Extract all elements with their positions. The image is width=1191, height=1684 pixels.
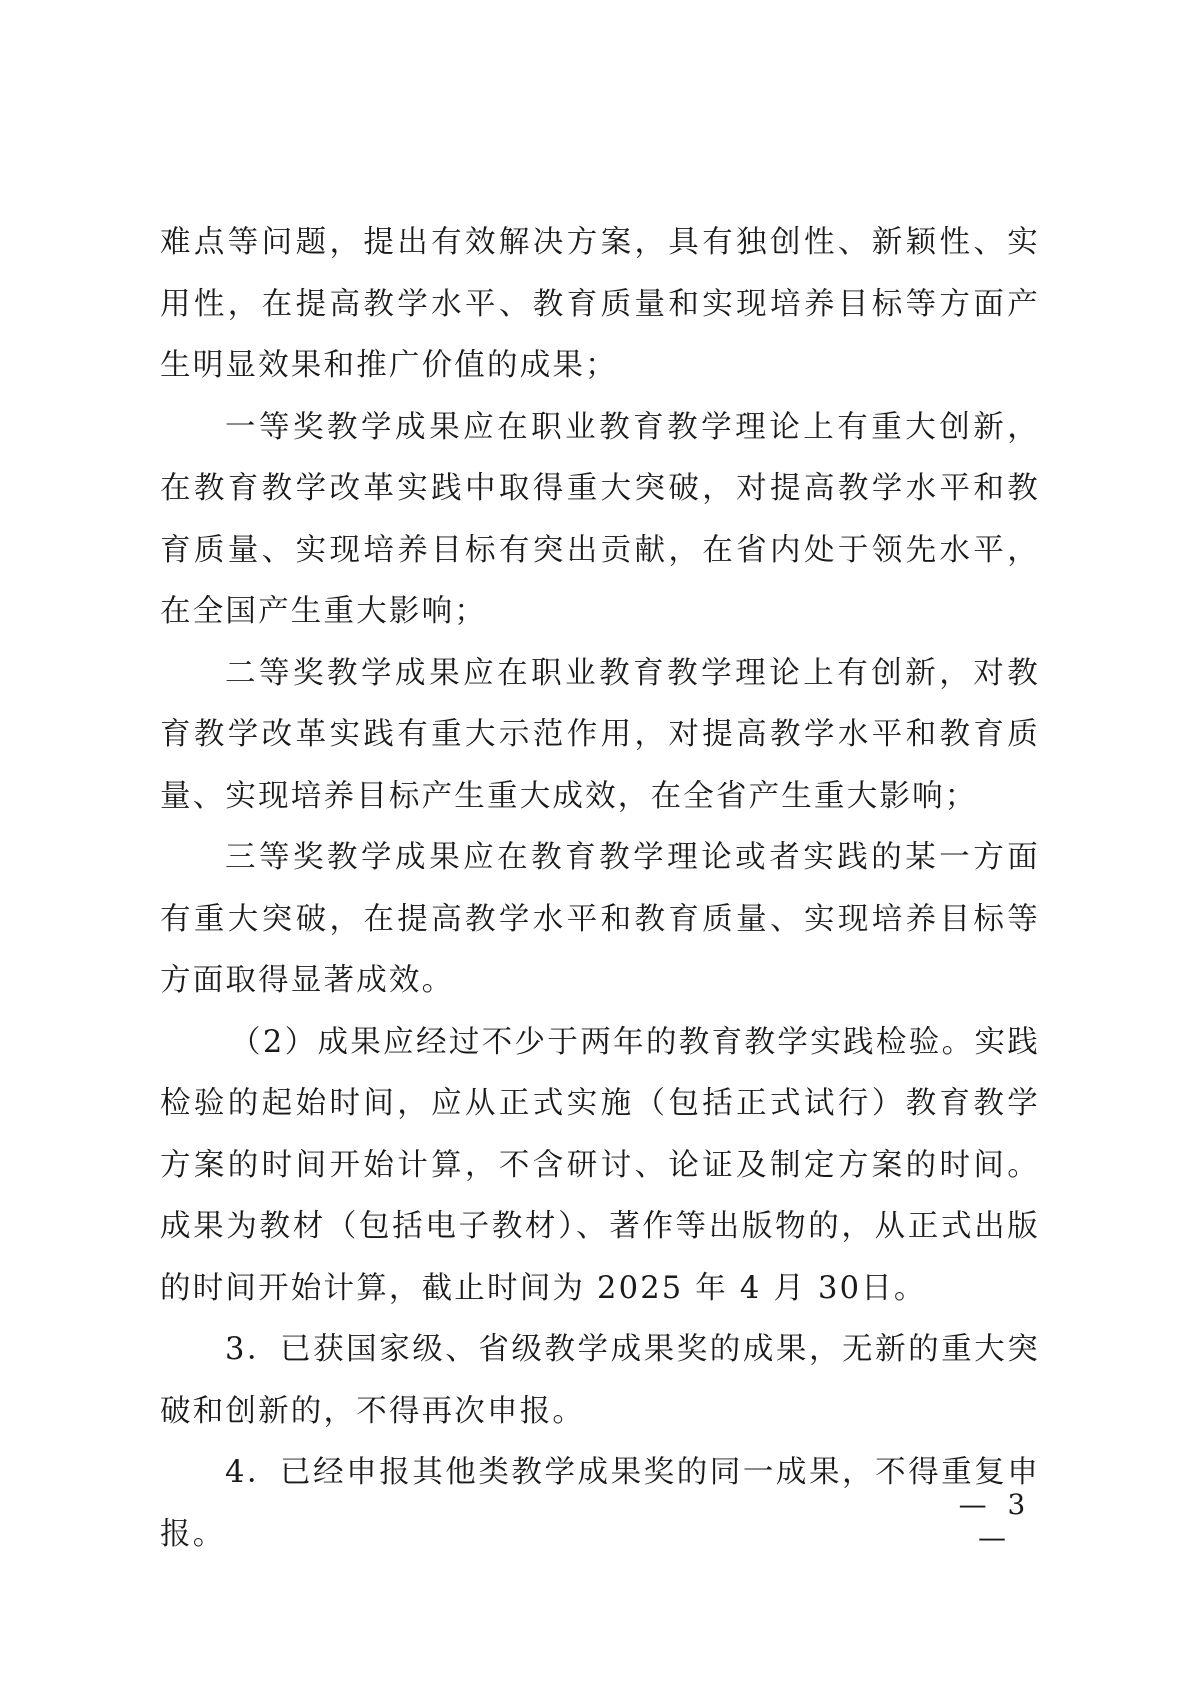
page-number: — 3 —	[958, 1488, 1032, 1554]
paragraph-second-prize: 二等奖教学成果应在职业教育教学理论上有创新，对教育教学改革实践有重大示范作用，对提高教学水平和教育质量、实现培养目标产生重大成效，在全省产生重大影响；	[160, 655, 1040, 814]
paragraph-item-2: （2）成果应经过不少于两年的教育教学实践检验。实践检验的起始时间，应从正式实施（包括正式试行）教育教学方案的时间开始计算，不含研讨、论证及制定方案的时间。成果为教材（包括电子教材）、著作等出版物的，从正式出版的时间开始计算，截止时间为 2025 年 4 月 30日。	[160, 1024, 1040, 1306]
document-body	[160, 212, 1040, 1565]
paragraph-item-4: 4．已经申报其他类教学成果奖的同一成果，不得重复申报。	[160, 1455, 1040, 1552]
paragraph-item-3: 3．已获国家级、省级教学成果奖的成果，无新的重大突破和创新的，不得再次申报。	[160, 1332, 1040, 1429]
paragraph-third-prize: 三等奖教学成果应在教育教学理论或者实践的某一方面有重大突破，在提高教学水平和教育质量、实现培养目标等方面取得显著成效。	[160, 840, 1040, 998]
paragraph-first-prize: 一等奖教学成果应在职业教育教学理论上有重大创新，在教育教学改革实践中取得重大突破，对提高教学水平和教育质量、实现培养目标有突出贡献，在省内处于领先水平，在全国产生重大影响；	[160, 409, 1040, 629]
paragraph-continuation: 难点等问题，提出有效解决方案，具有独创性、新颖性、实用性，在提高教学水平、教育质量和实现培养目标等方面产生明显效果和推广价值的成果；	[160, 225, 1040, 383]
